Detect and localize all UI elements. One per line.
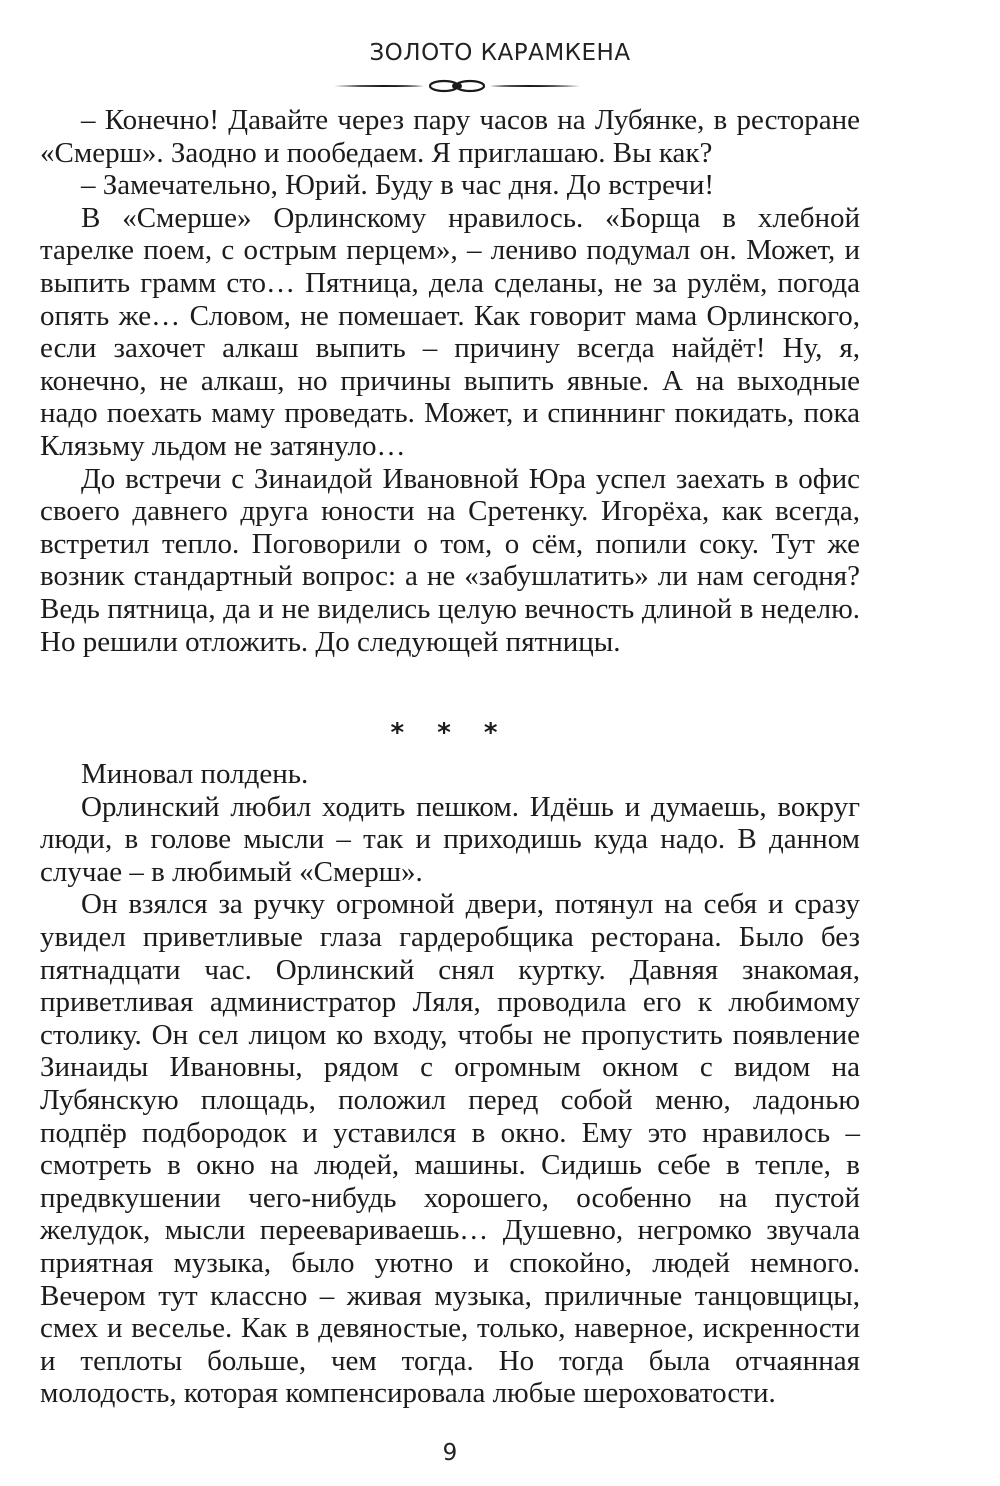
paragraph: Он взялся за ручку огромной двери, потянул на себя и сразу увидел приветливые глаза гардеробщика ресторана. Было без пятнадцати час. Орлинский снял куртку. Давняя знакомая, приветливая администратор Ляля, проводила его к любимому столику. Он сел лицом ко входу, чтобы не пропустить появление Зинаиды Ивановны, рядом с огромным окном с видом на Лубянскую площадь, положил перед собой меню, ладонью подпёр подбородок и уставился в окно. Ему это нравилось – смотреть в окно на людей, машины. Сидишь себе в тепле, в предвкушении чего-нибудь хорошего, особенно на пустой желудок, мысли переевариваешь… Душевно, негромко звучала приятная музыка, было уютно и спокойно, людей немного. Вечером тут классно – живая музыка, приличные танцовщицы, смех и веселье. Как в девяностые, только, наверное, искренности и теплоты больше, чем тогда. Но тогда была отчаянная молодость, которая компенсировала любые шероховатости. [40, 888, 860, 1410]
page-number: 9 [442, 1440, 458, 1466]
running-title: ЗОЛОТО КАРАМКЕНА [369, 40, 631, 66]
paragraph: – Конечно! Давайте через пару часов на Лубянке, в ресторане «Смерш». Заодно и пообедаем. Я приглашаю. Вы как? [40, 104, 860, 169]
paragraph: Орлинский любил ходить пешком. Идёшь и думаешь, вокруг люди, в голове мысли – так и приходишь куда надо. В данном случае – в любимый «Смерш». [40, 790, 860, 888]
ornament-divider-icon [332, 78, 582, 94]
paragraph: До встречи с Зинаидой Ивановной Юра успел заехать в офис своего давнего друга юности на Сретенку. Игорёха, как всегда, встретил тепло. Поговорили о том, о сём, попили соку. Тут же возник стандартный вопрос: а не «забушлатить» ли нам сегодня? Ведь пятница, да и не виделись целую вечность длиной в неделю. Но решили отложить. До следующей пятницы. [40, 462, 860, 658]
paragraph: Миновал полдень. [81, 758, 309, 790]
paragraph: В «Смерше» Орлинскому нравилось. «Борща в хлебной тарелке поем, с острым перцем», – лениво подумал он. Может, и выпить грамм сто… Пятница, дела сделаны, не за рулём, погода опять же… Словом, не помешает. Как говорит мама Орлинского, если захочет алкаш выпить – причину всегда найдёт! Ну, я, конечно, не алкаш, но причины выпить явные. А на выходные надо поехать маму проведать. Может, и спиннинг покидать, пока Клязьму льдом не затянуло… [40, 201, 860, 462]
scene-break: * * * [390, 718, 510, 748]
paragraph: – Замечательно, Юрий. Буду в час дня. До встречи! [81, 169, 715, 202]
text-section-1 [40, 104, 860, 658]
text-section-2 [40, 758, 860, 1410]
